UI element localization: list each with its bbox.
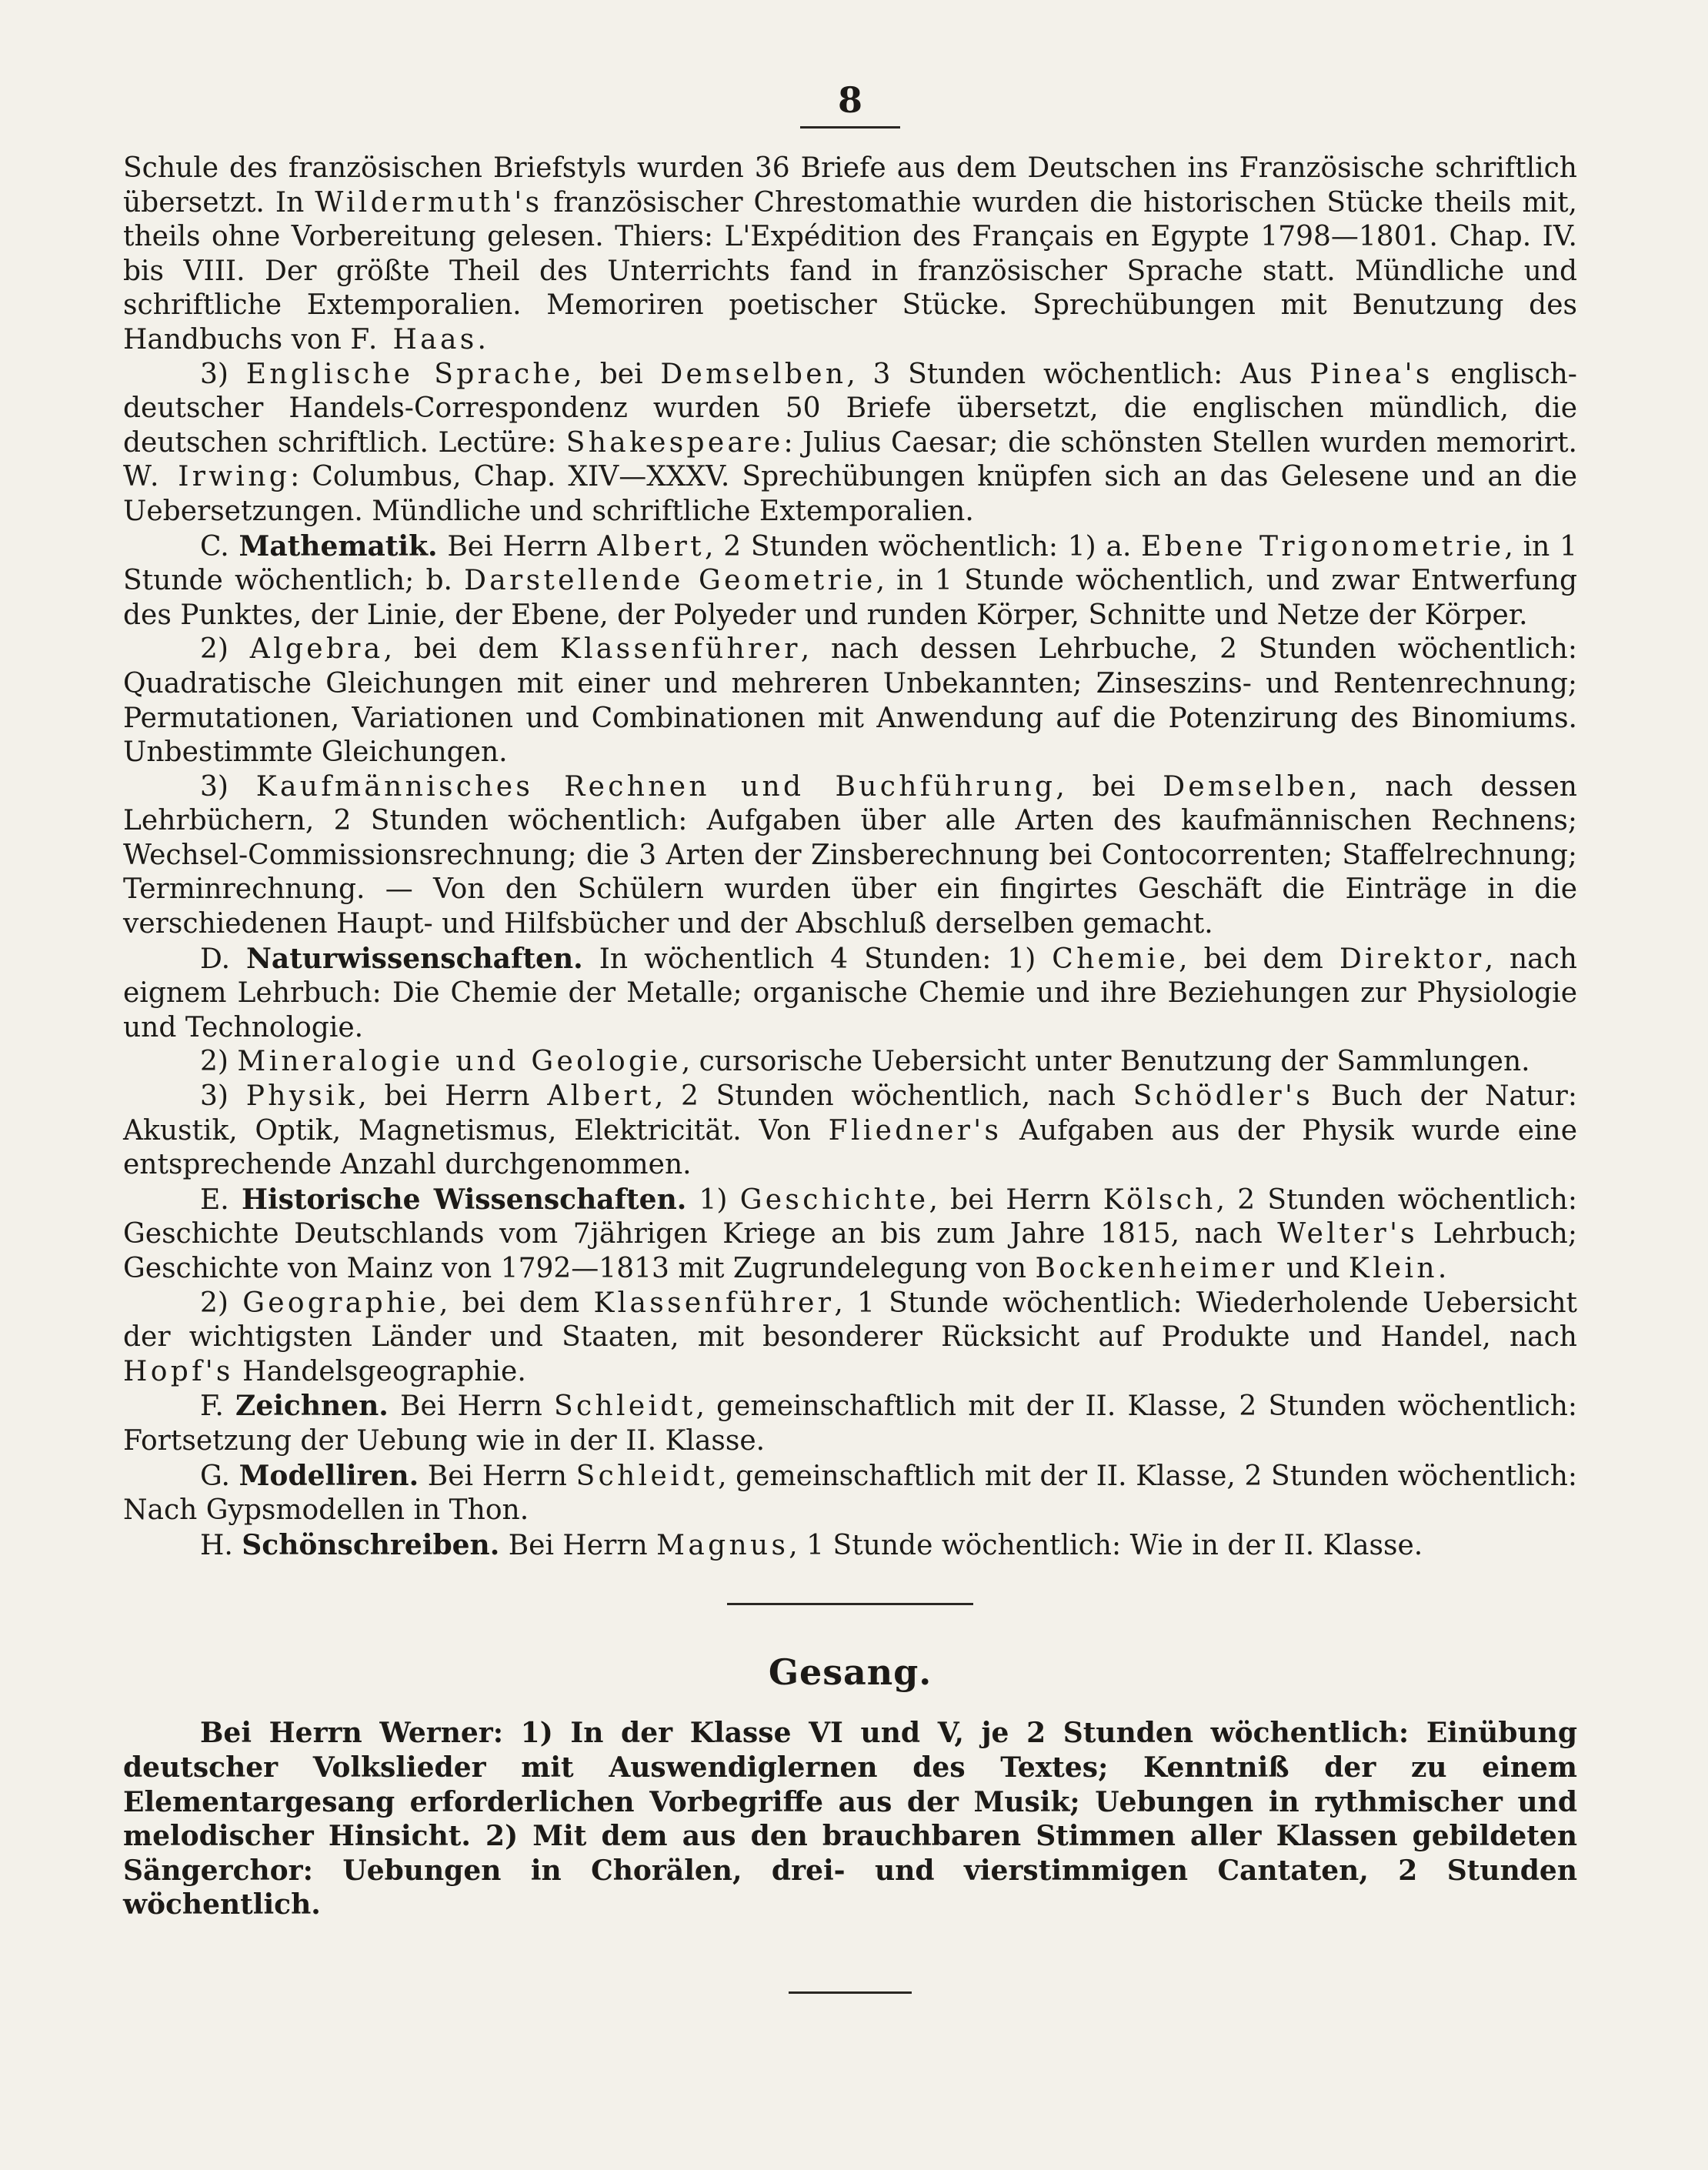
body-text-segment: F. Haas <box>350 323 478 356</box>
body-text-segment: englisch-deutscher Handels-Correspondenz wurden 50 Briefe übersetzt, die englischen mündlich, die deutschen schriftlich. Lectüre: <box>123 358 1577 459</box>
body-paragraph <box>123 529 1577 633</box>
body-text-segment: , gemeinschaftlich mit der II. Klasse, 2 Stunden wöchentlich: Nach Gypsmodellen in Thon. <box>123 1460 1578 1527</box>
body-text-segment: E. <box>200 1183 242 1216</box>
body-text-segment: Welter's <box>1277 1218 1419 1250</box>
body-text-segment: Kölsch <box>1103 1183 1216 1216</box>
body-text-segment: Klassenführer <box>593 1287 835 1319</box>
body-text-segment: Chemie <box>1052 943 1179 975</box>
body-text-segment: D. <box>200 943 247 975</box>
body-text-segment: Demselben <box>1163 770 1349 803</box>
body-text-segment: , bei Herrn <box>358 1080 548 1113</box>
body-paragraph <box>123 358 1577 529</box>
body-text-segment: Physik <box>245 1080 359 1113</box>
body-text-segment: , bei <box>573 358 661 390</box>
page-number-rule <box>800 126 900 129</box>
body-text-segment: Buch der Natur: Akustik, Optik, Magnetismus, Elektricität. Von <box>123 1080 1577 1147</box>
body-text-segment: Naturwissenschaften. <box>246 942 583 975</box>
body-text-segment: , 1 Stunde wöchentlich: Wie in der II. Klasse. <box>789 1529 1423 1561</box>
body-text-segment: , 1 Stunde wöchentlich: Wiederholende Uebersicht der wichtigsten Länder und Staaten, mit besonderer Rücksicht auf Produkte und Handel, nach <box>123 1287 1577 1354</box>
body-text-segment: Albert <box>547 1080 655 1113</box>
body-text-segment: Schule des französischen Briefstyls wurden 36 Briefe aus dem Deutschen ins Französische schriftlich übersetzt. In <box>123 152 1577 219</box>
body-text-segment: , bei dem <box>383 633 560 666</box>
body-text-segment: Bei Herrn <box>388 1390 555 1423</box>
body-text-segment: , bei <box>1056 770 1163 803</box>
body-text-segment: 1) <box>686 1183 740 1216</box>
body-text-segment: 2) <box>200 633 250 666</box>
bottom-rule <box>789 1991 912 1994</box>
body-paragraph <box>123 633 1577 770</box>
body-text-segment: Geschichte <box>739 1183 929 1216</box>
body-text-segment: Schleidt <box>575 1460 719 1492</box>
body-text-segment: F. <box>200 1390 236 1423</box>
body-text-segment: Albert <box>597 530 705 563</box>
body-text-segment: Demselben <box>660 358 847 390</box>
body-text-segment: Mathematik. <box>239 529 438 563</box>
body-paragraph <box>123 1528 1577 1564</box>
body-paragraph <box>123 1045 1577 1080</box>
body-paragraph <box>123 1389 1577 1458</box>
body-text-segment: Pinea's <box>1309 358 1433 390</box>
body-text-segment: Historische Wissenschaften. <box>241 1183 687 1216</box>
body-text-segment: 3) <box>200 358 246 390</box>
body-text-segment: 2) <box>200 1287 243 1319</box>
body-text-segment: : Julius Caesar; die schönsten Stellen wurden memorirt. <box>783 426 1578 459</box>
page-number: 8 <box>837 79 862 121</box>
body-text-segment: Handelsgeographie. <box>233 1355 526 1387</box>
body-text-segment: Englische Sprache <box>245 358 574 390</box>
body-text-segment: , nach dessen Lehrbuche, 2 Stunden wöchentlich: Quadratische Gleichungen mit einer und mehreren Unbekannten; Zinseszins- und Rentenrechnung; Permutationen, Variationen und Combinationen mit Anwendung auf die Potenzirung des Binomiums. Unbestimmte Gleichungen. <box>123 633 1577 769</box>
body-text <box>123 152 1577 1563</box>
body-text-segment: Algebra <box>249 633 384 666</box>
gesang-text <box>123 1716 1577 1922</box>
body-paragraph <box>123 942 1577 1046</box>
body-text-segment: 3) <box>200 1080 246 1113</box>
body-text-segment: , bei dem <box>1179 943 1339 975</box>
body-text-segment: Klassenführer <box>559 633 801 666</box>
body-text-segment: , bei Herrn <box>929 1183 1103 1216</box>
body-text-segment: Magnus <box>656 1529 789 1561</box>
body-text-segment: Klein <box>1348 1253 1438 1284</box>
body-paragraph <box>123 770 1577 942</box>
body-text-segment: W. Irwing <box>123 461 291 493</box>
body-text-segment: 2) <box>200 1046 238 1078</box>
body-text-segment: Lehrbuch; Geschichte von Mainz von 1792—1813 mit Zugrundelegung von <box>123 1218 1577 1284</box>
body-text-segment: Bei Herrn <box>419 1460 576 1492</box>
body-text-segment: Wildermuth's <box>315 186 543 219</box>
body-text-segment: Bei Herrn <box>437 530 598 563</box>
body-paragraph <box>123 1183 1577 1287</box>
body-text-segment: Fliedner's <box>828 1114 1002 1147</box>
body-text-segment: Schönschreiben. <box>242 1528 500 1561</box>
body-paragraph <box>123 152 1577 358</box>
gesang-text-segment: Bei Herrn Werner: 1) In der Klasse VI und V, je 2 Stunden wöchentlich: Einübung deutscher Volkslieder mit Auswendiglernen des Textes; Kenntniß der zu einem Elementargesang erforderlichen Vorbegriffe aus der Musik; Uebungen in rythmischer und melodischer Hinsicht. 2) Mit dem aus den brauchbaren Stimmen aller Klassen gebildeten Sängerchor: Uebungen in Chorälen, drei- und vierstimmigen Cantaten, 2 Stunden wöchentlich. <box>123 1717 1577 1921</box>
body-text-segment: Ebene Trigonometrie <box>1141 530 1505 563</box>
body-text-segment: und <box>1277 1253 1349 1284</box>
body-text-segment: C. <box>200 530 239 563</box>
body-text-segment: Aufgaben aus der Physik wurde eine entsprechende Anzahl durchgenommen. <box>123 1114 1578 1181</box>
body-text-segment: , 2 Stunden wöchentlich, nach <box>654 1080 1133 1113</box>
body-text-segment: Schleidt <box>554 1390 696 1423</box>
body-text-segment: , cursorische Uebersicht unter Benutzung der Sammlungen. <box>681 1046 1530 1078</box>
body-text-segment: : Columbus, Chap. XIV—XXXV. Sprechübungen knüpfen sich an das Gelesene und an die Uebersetzungen. Mündliche und schriftliche Extemporalien. <box>123 461 1577 527</box>
body-paragraph <box>123 1080 1577 1183</box>
body-text-segment: Bockenheimer <box>1035 1253 1278 1284</box>
section-divider <box>727 1603 973 1605</box>
body-text-segment: Shakespeare <box>565 426 784 459</box>
body-text-segment: , in 1 Stunde wöchentlich, und zwar Entwerfung des Punktes, der Linie, der Ebene, der Polyeder und runden Körper, Schnitte und Netze der Körper. <box>123 565 1577 631</box>
body-text-segment: Zeichnen. <box>235 1390 389 1423</box>
body-text-segment: 3) <box>200 770 256 803</box>
body-text-segment: , gemeinschaftlich mit der II. Klasse, 2 Stunden wöchentlich: Fortsetzung der Uebung wie in der II. Klasse. <box>123 1390 1578 1457</box>
body-text-segment: Schödler's <box>1133 1080 1314 1113</box>
body-text-segment: H. <box>200 1529 242 1561</box>
body-text-segment: Hopf's <box>123 1355 234 1387</box>
body-text-segment: , in 1 Stunde wöchentlich; b. <box>123 530 1578 597</box>
gesang-paragraph <box>123 1716 1577 1922</box>
body-text-segment: Modelliren. <box>239 1459 419 1492</box>
body-text-segment: , 2 Stunden wöchentlich: Geschichte Deutschlands vom 7jährigen Kriege an bis zum Jahre 1815, nach <box>123 1183 1577 1250</box>
body-paragraph <box>123 1459 1577 1528</box>
body-text-segment: Bei Herrn <box>499 1529 657 1561</box>
body-text-segment: , nach eignem Lehrbuch: Die Chemie der Metalle; organische Chemie und ihre Beziehungen zur Physiologie und Technologie. <box>123 943 1577 1043</box>
body-text-segment: Darstellende Geometrie <box>464 565 876 597</box>
body-text-segment: Direktor <box>1339 943 1485 975</box>
body-text-segment: Kaufmännisches Rechnen und Buchführung <box>255 770 1056 803</box>
body-text-segment: französischer Chrestomathie wurden die historischen Stücke theils mit, theils ohne Vorbereitung gelesen. Thiers: L'Expédition des Français en Egypte 1798—1801. Chap. IV. bis VIII. Der größte Theil des Unterrichts fand in französischer Sprache statt. Mündliche und schriftliche Extemporalien. Memoriren poetischer Stücke. Sprechübungen mit Benutzung des Handbuchs von <box>123 186 1577 356</box>
body-text-segment: . <box>1437 1253 1447 1284</box>
body-paragraph <box>123 1287 1577 1390</box>
body-text-segment: , 2 Stunden wöchentlich: 1) a. <box>704 530 1142 563</box>
body-text-segment: In wöchentlich 4 Stunden: 1) <box>582 943 1052 975</box>
body-text-segment: , bei dem <box>439 1287 594 1319</box>
body-text-segment: , 3 Stunden wöchentlich: Aus <box>846 358 1310 390</box>
body-text-segment: , nach dessen Lehrbüchern, 2 Stunden wöchentlich: Aufgaben über alle Arten des kaufmännischen Rechnens; Wechsel-Commissionsrechnung; die 3 Arten der Zinsberechnung bei Contocorrenten; Staffelrechnung; Terminrechnung. — Von den Schülern wurden über ein fingirtes Geschäft die Einträge in die verschiedenen Haupt- und Hilfsbücher und der Abschluß derselben gemacht. <box>123 770 1577 940</box>
section-heading: Gesang. <box>768 1651 932 1694</box>
body-text-segment: Mineralogie und Geologie <box>237 1046 682 1078</box>
body-text-segment: . <box>477 323 486 356</box>
body-text-segment: Geographie <box>242 1287 439 1319</box>
body-text-segment: G. <box>200 1460 239 1492</box>
